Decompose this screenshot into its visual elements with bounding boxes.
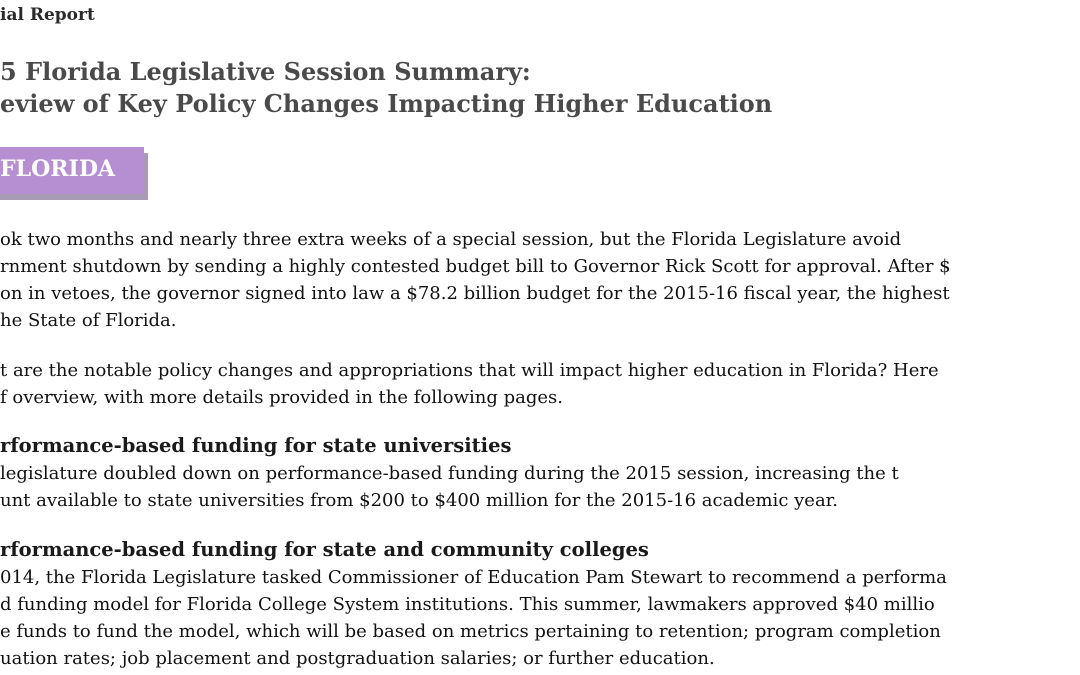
document-title-line-1: 5 Florida Legislative Session Summary: bbox=[0, 57, 531, 86]
intro-line-4: he State of Florida. bbox=[0, 310, 177, 331]
intro-line-1: ok two months and nearly three extra weeks of a special session, but the Florida Legislature avoid bbox=[0, 229, 902, 250]
state-tag-label: FLORIDA bbox=[0, 156, 115, 182]
section-heading-colleges: rformance-based funding for state and community colleges bbox=[0, 538, 649, 561]
overview-line-2: f overview, with more details provided in the following pages. bbox=[0, 387, 563, 408]
section-colleges-line-1: 014, the Florida Legislature tasked Commissioner of Education Pam Stewart to recommend a performa bbox=[0, 567, 947, 588]
section-universities-line-1: legislature doubled down on performance-based funding during the 2015 session, increasing the t bbox=[0, 463, 899, 484]
section-universities-line-2: unt available to state universities from $200 to $400 million for the 2015-16 academic year. bbox=[0, 490, 839, 511]
section-colleges-line-4: uation rates; job placement and postgraduation salaries; or further education. bbox=[0, 648, 715, 669]
section-colleges-line-3: e funds to fund the model, which will be based on metrics pertaining to retention; program completion bbox=[0, 621, 941, 642]
intro-line-2: rnment shutdown by sending a highly contested budget bill to Governor Rick Scott for approval. After $ bbox=[0, 256, 951, 277]
report-label: ial Report bbox=[0, 5, 95, 25]
section-colleges-line-2: d funding model for Florida College System institutions. This summer, lawmakers approved $40 millio bbox=[0, 594, 935, 615]
overview-line-1: t are the notable policy changes and appropriations that will impact higher education in Florida? Here bbox=[0, 360, 939, 381]
document-title-line-2: eview of Key Policy Changes Impacting Higher Education bbox=[0, 89, 773, 118]
intro-line-3: on in vetoes, the governor signed into law a $78.2 billion budget for the 2015-16 fiscal year, the highest bbox=[0, 283, 950, 304]
section-heading-universities: rformance-based funding for state universities bbox=[0, 434, 512, 457]
